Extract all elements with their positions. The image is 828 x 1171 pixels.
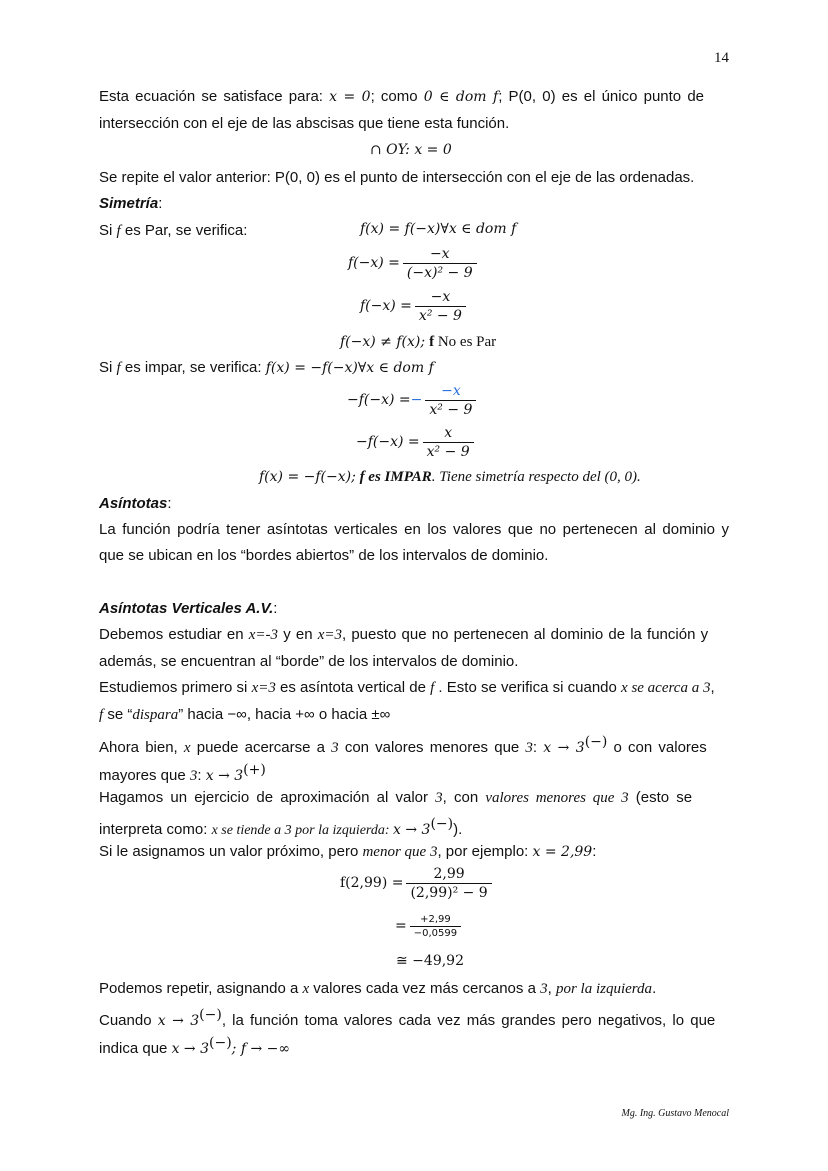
ordinate-paragraph: Se repite el valor anterior: P(0, 0) es el punto de intersección con el eje de las ordenadas. [99, 169, 695, 186]
av-paragraph-line2: además, se encuentran al “borde” de los intervalos de dominio. [99, 653, 519, 670]
footer-author: Mg. Ing. Gustavo Menocal [621, 1108, 729, 1119]
equation-not-par: f(−x) ≠ f(x); f No es Par [340, 334, 497, 350]
cuando-paragraph-line2: indica que x → 3(−); f → −∞ [99, 1035, 291, 1057]
equation-impar-result: f(x) = −f(−x); f es IMPAR. Tiene simetría respecto del (0, 0). [259, 469, 641, 485]
equation-impar-step1: −f(−x) =− $\frac{-x}{\text{x² − 9}}$ [347, 383, 479, 418]
page-number: 14 [714, 50, 729, 66]
si-paragraph: Si le asignamos un valor próximo, pero menor que 3, por ejemplo: x = 2,99: [99, 843, 597, 860]
heading-asintotas: Asíntotas: [99, 495, 172, 512]
equation-f299-step2: = $\frac{+2,99}{-0,0599}$ [395, 914, 464, 939]
equation-impar-step2: −f(−x) = $\frac{x}{\text{x² − 9}}$ [356, 425, 477, 460]
av-paragraph-line3: Estudiemos primero si x=3 es asíntota vertical de f . Esto se verifica si cuando x se acerca a 3, [99, 679, 715, 696]
equation-f299-result: ≅ −49,92 [396, 953, 464, 969]
asintotas-paragraph-line1: La función podría tener asíntotas verticales en los valores que no pertenecen al dominio y [99, 521, 729, 538]
equation-oy: ∩ OY: x = 0 [370, 142, 452, 158]
equation-f299: f(2,99) = $\frac{2,99}{\text{(2,99)² − 9}}$ [340, 866, 495, 901]
intersection-paragraph-line1: Esta ecuación se satisface para: x = 0; como 0 ∈ dom f; P(0, 0) es el único punto de [99, 88, 705, 105]
struck-negative-sign: − [410, 392, 423, 409]
heading-asintotas-verticales: Asíntotas Verticales A.V.: [99, 600, 278, 617]
ahora-paragraph-line2: mayores que 3: x → 3(+) [99, 762, 266, 784]
podemos-paragraph: Podemos repetir, asignando a x valores cada vez más cercanos a 3, por la izquierda. [99, 980, 657, 997]
heading-simetria: Simetría: [99, 195, 163, 212]
impar-condition-text: Si f es impar, se verifica: f(x) = −f(−x)∀x ∈ dom f [99, 359, 434, 376]
equation-par-definition: f(x) = f(−x)∀x ∈ dom f [360, 221, 517, 237]
equation-par-step1: f(−x) = $\frac{-x}{\text{(−x)² − 9}}$ [348, 246, 480, 281]
cuando-paragraph-line1: Cuando x → 3(−), la función toma valores cada vez más grandes pero negativos, lo que [99, 1007, 716, 1029]
hagamos-paragraph-line1: Hagamos un ejercicio de aproximación al valor 3, con valores menores que 3 (esto se [99, 789, 693, 806]
par-condition-text: Si f es Par, se verifica: [99, 222, 248, 239]
equation-par-step2: f(−x) = $\frac{-x}{\text{x² − 9}}$ [360, 289, 469, 324]
asintotas-paragraph-line2: que se ubican en los “bordes abiertos” de los intervalos de dominio. [99, 547, 549, 564]
av-paragraph-line1: Debemos estudiar en x=-3 y en x=3, puesto que no pertenecen al dominio de la función y [99, 626, 709, 643]
av-paragraph-line4: f se “dispara” hacia −∞, hacia +∞ o hacia ±∞ [99, 706, 391, 723]
intersection-paragraph-line2: intersección con el eje de las abscisas que tiene esta función. [99, 115, 510, 132]
hagamos-paragraph-line2: interpreta como: x se tiende a 3 por la izquierda: x → 3(−)). [99, 816, 463, 838]
ahora-paragraph-line1: Ahora bien, x puede acercarse a 3 con valores menores que 3: x → 3(−) o con valores [99, 734, 707, 756]
